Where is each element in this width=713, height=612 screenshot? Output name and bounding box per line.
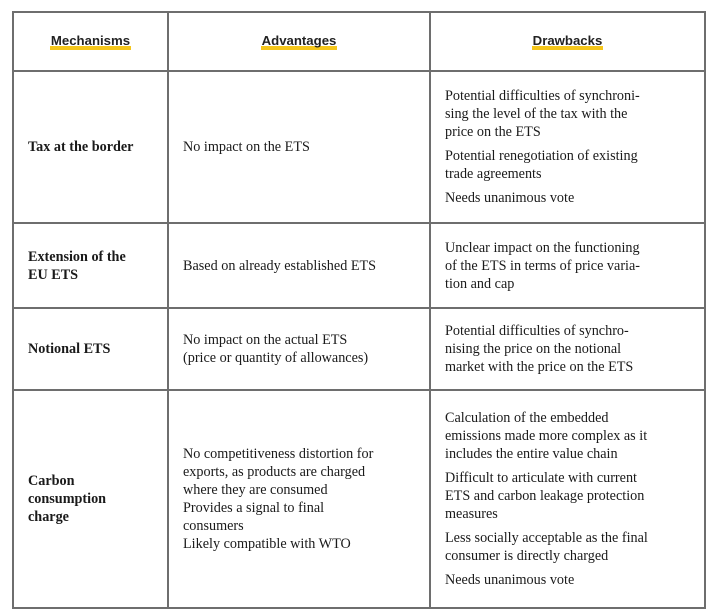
advantages-cell: [168, 308, 430, 390]
drawbacks-cell: [430, 71, 705, 223]
drawback-line: Potential renegotiation of existing: [445, 148, 638, 164]
drawback-line: emissions made more complex as it: [445, 428, 648, 444]
drawback-line: Needs unanimous vote: [445, 572, 575, 588]
mechanism-line: Tax at the border: [28, 139, 134, 155]
mechanism-line: Carbon: [28, 473, 75, 489]
advantage-line: Likely compatible with WTO: [183, 536, 351, 552]
drawbacks-cell: [430, 308, 705, 390]
advantage-line: Provides a signal to final: [183, 500, 325, 516]
advantage-line: No impact on the ETS: [183, 139, 310, 155]
mechanism-line: consumption: [28, 491, 107, 507]
drawback-item: [445, 87, 690, 141]
drawback-line: measures: [445, 506, 498, 522]
advantages-cell: [168, 71, 430, 223]
drawback-item: [445, 147, 690, 183]
mechanisms-table: [12, 11, 706, 609]
drawback-item: [445, 322, 690, 376]
advantages-cell: [168, 223, 430, 308]
header-mechanisms-label: Mechanisms: [50, 33, 131, 49]
header-row: [13, 12, 705, 71]
table-row: [13, 223, 705, 308]
drawback-line: ETS and carbon leakage protection: [445, 488, 645, 504]
drawback-line: price on the ETS: [445, 124, 541, 140]
drawback-line: tion and cap: [445, 275, 515, 292]
drawback-line: includes the entire value chain: [445, 446, 618, 462]
mechanism-cell: [13, 71, 168, 223]
drawback-line: Potential difficulties of synchroni-: [445, 88, 640, 104]
drawback-line: market with the price on the ETS: [445, 359, 634, 375]
drawback-line: nising the price on the notional: [445, 341, 622, 357]
advantage-line: No competitiveness distortion for: [183, 446, 374, 462]
header-advantages: [168, 12, 430, 71]
header-drawbacks-label: Drawbacks: [532, 33, 603, 49]
mechanism-line: charge: [28, 509, 69, 525]
drawback-line: Potential difficulties of synchro-: [445, 323, 629, 339]
drawback-item: [445, 189, 690, 207]
header-mechanisms: [13, 12, 168, 71]
mechanism-line: Extension of the: [28, 248, 126, 265]
mechanism-cell: [13, 308, 168, 390]
mechanism-line: Notional ETS: [28, 341, 111, 357]
table-row: [13, 71, 705, 223]
header-advantages-label: Advantages: [261, 33, 337, 49]
drawback-line: of the ETS in terms of price varia-: [445, 257, 641, 274]
advantage-line: exports, as products are charged: [183, 464, 366, 480]
table-row: [13, 390, 705, 608]
drawbacks-cell: [430, 390, 705, 608]
advantage-line: consumers: [183, 518, 244, 534]
drawback-line: trade agreements: [445, 166, 542, 182]
drawback-line: Calculation of the embedded: [445, 410, 609, 426]
advantage-line: (price or quantity of allowances): [183, 350, 369, 366]
advantage-line: where they are consumed: [183, 482, 328, 498]
mechanism-cell: [13, 390, 168, 608]
drawback-item: [445, 571, 690, 589]
drawback-item: [445, 469, 690, 523]
mechanism-line: EU ETS: [28, 266, 79, 283]
drawback-line: Less socially acceptable as the final: [445, 530, 648, 546]
drawbacks-cell: [430, 223, 705, 308]
advantage-line: Based on already established ETS: [183, 257, 377, 274]
header-drawbacks: [430, 12, 705, 71]
advantage-line: No impact on the actual ETS: [183, 332, 348, 348]
drawback-line: Difficult to articulate with current: [445, 470, 637, 486]
drawback-item: [445, 409, 690, 463]
drawback-line: consumer is directly charged: [445, 548, 609, 564]
table-row: [13, 308, 705, 390]
drawback-line: Unclear impact on the functioning: [445, 239, 640, 256]
drawback-item: [445, 239, 690, 293]
drawback-line: Needs unanimous vote: [445, 190, 575, 206]
drawback-item: [445, 529, 690, 565]
advantages-cell: [168, 390, 430, 608]
drawback-line: sing the level of the tax with the: [445, 106, 628, 122]
mechanism-cell: [13, 223, 168, 308]
